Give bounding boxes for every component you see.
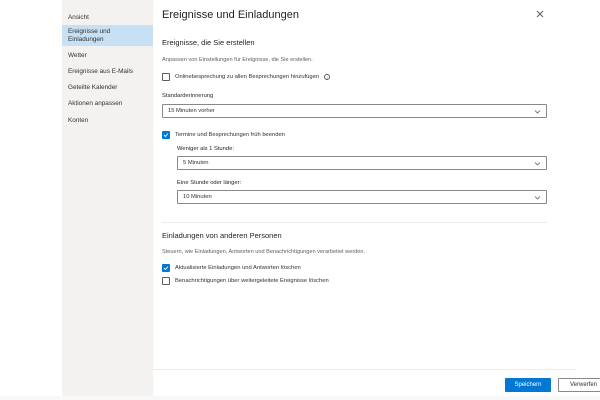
close-icon[interactable] [533, 7, 547, 21]
checkmark-icon [163, 132, 169, 138]
footer-divider [153, 369, 576, 370]
hour-or-longer-label: Eine Stunde oder länger: [177, 180, 242, 186]
hour-or-longer-dropdown[interactable] [177, 190, 547, 204]
delete-updated-checkbox-row[interactable] [162, 263, 301, 273]
end-early-checkbox-row[interactable] [162, 130, 285, 140]
reminder-value: 15 Minuten vorher [168, 108, 215, 114]
settings-sidebar [62, 0, 153, 396]
settings-dialog [62, 0, 597, 396]
sidebar-item-label: Konten [68, 117, 89, 124]
online-meeting-checkbox-row[interactable] [162, 72, 330, 82]
chevron-down-icon [534, 160, 541, 167]
checkmark-icon [163, 265, 169, 271]
less-than-hour-value: 5 Minuten [183, 160, 209, 166]
online-meeting-label: Onlinebesprechung zu allen Besprechungen hinzufügen [175, 74, 320, 80]
sidebar-item-konten[interactable] [62, 114, 153, 128]
delete-updated-checkbox[interactable] [162, 264, 170, 272]
chevron-down-icon [534, 194, 541, 201]
sidebar-item-wetter[interactable] [62, 49, 153, 63]
page-title: Ereignisse und Einladungen [162, 9, 299, 21]
sidebar-item-label: Ansicht [68, 14, 89, 21]
end-early-label: Termine und Besprechungen früh beenden [175, 132, 285, 138]
section-description-others-invites: Steuern, wie Einladungen, Antworten und Benachrichtigungen verarbeitet werden. [162, 249, 366, 255]
sidebar-item-label: Ereignisse aus E-Mails [68, 68, 133, 75]
sidebar-item-geteilte-kalender[interactable] [62, 81, 153, 95]
hour-or-longer-value: 10 Minuten [183, 194, 212, 200]
section-divider [162, 222, 547, 223]
sidebar-item-label: Geteilte Kalender [68, 84, 118, 91]
section-heading-others-invites: Einladungen von anderen Personen [162, 231, 282, 240]
sidebar-item-ereignisse-und-einladungen[interactable] [62, 25, 153, 46]
sidebar-item-label: Aktionen anpassen [68, 100, 123, 107]
section-heading-own-events: Ereignisse, die Sie erstellen [162, 38, 255, 47]
end-early-checkbox[interactable] [162, 131, 170, 139]
less-than-hour-dropdown[interactable] [177, 156, 547, 170]
sidebar-item-label: Einladungen [68, 36, 104, 43]
reminder-dropdown[interactable] [162, 104, 547, 118]
discard-button[interactable]: Verwerfen [558, 378, 600, 392]
delete-forwarded-checkbox-row[interactable] [162, 276, 329, 286]
info-icon[interactable]: i [324, 74, 330, 80]
delete-forwarded-label: Benachrichtigungen über weitergeleitete Ereignisse löschen [175, 278, 329, 284]
sidebar-item-label: Ereignisse und [68, 28, 111, 35]
reminder-label: Standarderinnerung [162, 93, 214, 99]
sidebar-item-ansicht[interactable] [62, 11, 153, 25]
less-than-hour-label: Weniger als 1 Stunde: [177, 146, 234, 152]
save-button[interactable]: Speichern [505, 378, 551, 392]
sidebar-item-aktionen-anpassen[interactable] [62, 97, 153, 111]
background-strip [0, 396, 600, 400]
sidebar-item-ereignisse-aus-emails[interactable] [62, 65, 153, 79]
chevron-down-icon [534, 108, 541, 115]
section-description-own-events: Anpassen von Einstellungen für Ereignisse, die Sie erstellen. [162, 57, 313, 63]
sidebar-item-label: Wetter [68, 52, 87, 59]
delete-updated-label: Aktualisierte Einladungen und Antworten löschen [175, 265, 301, 271]
online-meeting-checkbox[interactable] [162, 73, 170, 81]
delete-forwarded-checkbox[interactable] [162, 277, 170, 285]
settings-content [153, 0, 597, 396]
